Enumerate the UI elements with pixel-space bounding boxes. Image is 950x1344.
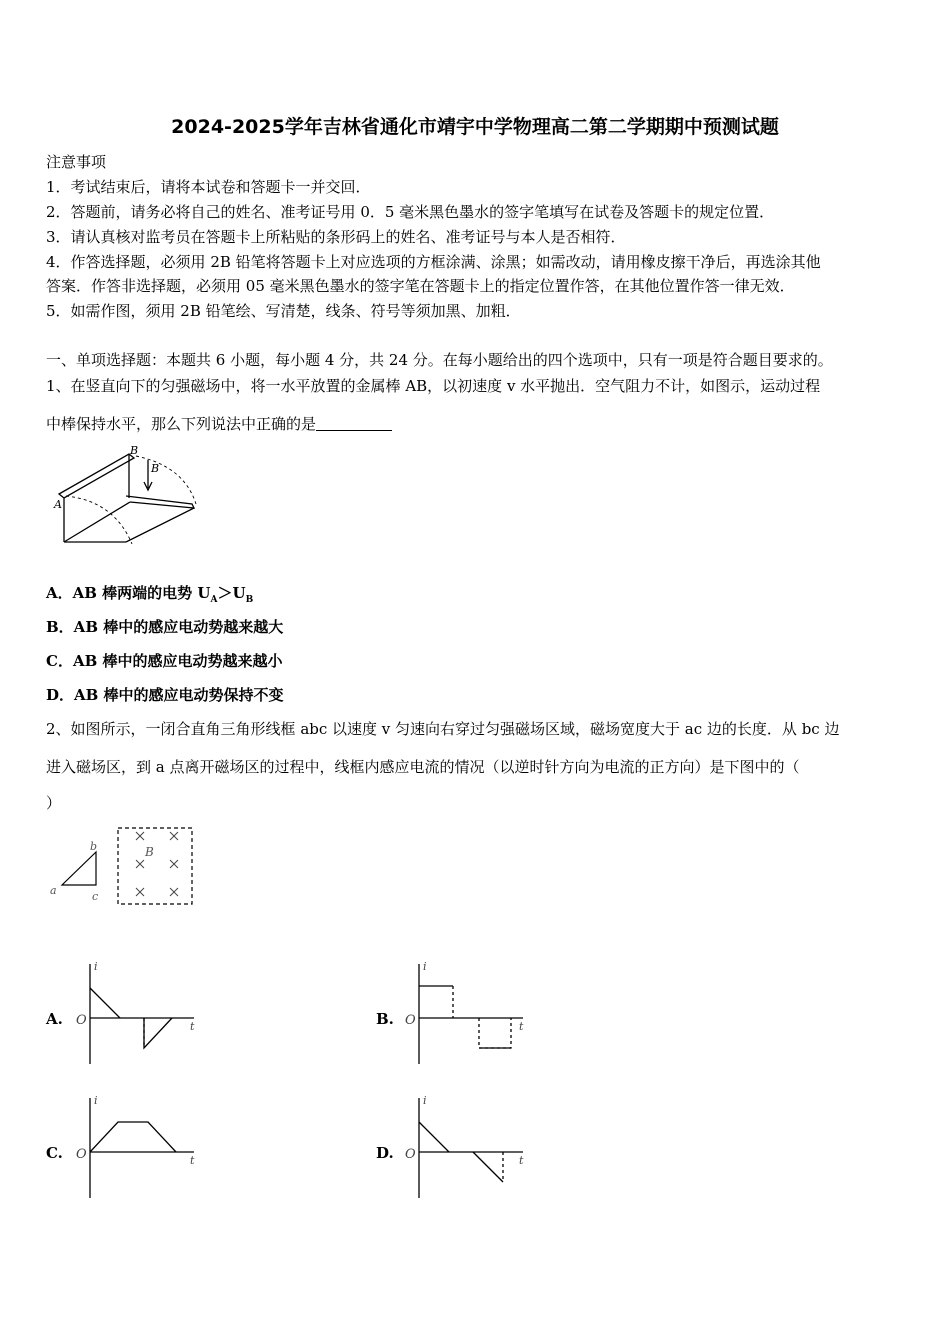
origin-label: O xyxy=(405,1147,416,1162)
q1-option-b[interactable]: B．AB 棒中的感应电动势越来越大 xyxy=(46,618,284,636)
q2-option-b-graph[interactable] xyxy=(401,956,541,1068)
y-axis-label: i xyxy=(423,960,427,973)
field-cross-icon xyxy=(170,888,178,896)
q2-option-a-graph[interactable] xyxy=(72,956,212,1068)
rail-front-line xyxy=(126,508,194,542)
section-heading: 一、单项选择题：本题共 6 小题，每小题 4 分，共 24 分。在每小题给出的四个选项中，只有一项是符合题目要求的。 xyxy=(46,351,833,369)
x-axis-label: t xyxy=(190,1020,195,1033)
q1-stem-text: 中棒保持水平，那么下列说法中正确的是 xyxy=(46,415,317,433)
q2-option-d-letter[interactable]: D. xyxy=(376,1144,394,1162)
notice-item-1: 1．考试结束后，请将本试卷和答题卡一并交回． xyxy=(46,178,371,196)
q1-rod-figure xyxy=(44,446,204,548)
label-field: B xyxy=(145,845,154,859)
triangle-frame xyxy=(62,852,96,885)
q1-stem-line2 xyxy=(46,413,392,434)
x-axis-label: t xyxy=(519,1020,524,1033)
notice-item-5: 5．如需作图，须用 2B 铅笔绘、写清楚，线条、符号等须加黑、加粗． xyxy=(46,302,521,320)
q1-option-a[interactable] xyxy=(46,582,253,605)
rail-bottom-line xyxy=(64,502,130,542)
notice-heading: 注意事项 xyxy=(46,153,107,171)
rod-top-rail xyxy=(59,454,134,498)
q2-option-b-letter[interactable]: B. xyxy=(376,1010,394,1028)
label-a: A xyxy=(54,498,62,511)
y-axis-label: i xyxy=(94,960,98,973)
trajectory-curve-1 xyxy=(66,496,132,544)
q2-triangle-field-figure xyxy=(44,822,204,908)
q2-option-d-graph[interactable] xyxy=(401,1090,541,1202)
page-title: 2024-2025学年吉林省通化市靖宇中学物理高二第二学期期中预测试题 xyxy=(171,116,779,138)
y-axis-label: i xyxy=(94,1094,98,1107)
notice-item-2: 2．答题前，请务必将自己的姓名、准考证号用 0．5 毫米黑色墨水的签字笔填写在试卷及答题卡的规定位置． xyxy=(46,203,775,221)
label-b: b xyxy=(90,840,98,853)
q2-stem-line3: ） xyxy=(46,794,62,812)
answer-blank xyxy=(316,416,392,431)
x-axis-label: t xyxy=(190,1154,195,1167)
rod-bottom-rail xyxy=(126,496,194,508)
q1-option-a-sub2: B xyxy=(245,595,254,605)
origin-label: O xyxy=(76,1013,87,1028)
trajectory-curve-2 xyxy=(136,456,196,504)
field-cross-icon xyxy=(136,832,144,840)
notice-item-4-cont: 答案．作答非选择题，必须用 05 毫米黑色墨水的签字笔在答题卡上的指定位置作答，在其他位置作答一律无效． xyxy=(46,277,795,295)
label-field: B xyxy=(151,462,160,475)
q2-option-c-letter[interactable]: C. xyxy=(46,1144,63,1162)
q1-option-d[interactable]: D．AB 棒中的感应电动势保持不变 xyxy=(46,686,284,704)
q1-option-c[interactable]: C．AB 棒中的感应电动势越来越小 xyxy=(46,652,283,670)
q1-option-a-mid: ＞U xyxy=(217,584,246,602)
notice-item-3: 3．请认真核对监考员在答题卡上所粘贴的条形码上的姓名、准考证号与本人是否相符． xyxy=(46,228,626,246)
q2-stem-line1: 2、如图所示，一闭合直角三角形线框 abc 以速度 v 匀速向右穿过匀强磁场区域，磁场宽度大于 ac 边的长度．从 bc 边 xyxy=(46,720,840,738)
origin-label: O xyxy=(405,1013,416,1028)
q1-stem-line1: 1、在竖直向下的匀强磁场中，将一水平放置的金属棒 AB，以初速度 v 水平抛出．空气阻力不计，如图示，运动过程 xyxy=(46,377,821,395)
y-axis-label: i xyxy=(423,1094,427,1107)
field-cross-icon xyxy=(136,860,144,868)
label-b: B xyxy=(130,446,139,457)
notice-item-4: 4．作答选择题，必须用 2B 铅笔将答题卡上对应选项的方框涂满、涂黑；如需改动，请用橡皮擦干净后，再选涂其他 xyxy=(46,253,821,271)
field-cross-icon xyxy=(170,860,178,868)
q2-stem-line2: 进入磁场区，到 a 点离开磁场区的过程中，线框内感应电流的情况（以逆时针方向为电流的正方向）是下图中的（ xyxy=(46,758,800,776)
label-a: a xyxy=(50,884,57,897)
label-c: c xyxy=(92,890,99,903)
field-cross-icon xyxy=(170,832,178,840)
x-axis-label: t xyxy=(519,1154,524,1167)
field-region xyxy=(118,828,192,904)
q2-option-a-letter[interactable]: A. xyxy=(46,1010,63,1028)
origin-label: O xyxy=(76,1147,87,1162)
q1-option-a-sub1: A xyxy=(210,595,218,605)
q2-option-c-graph[interactable] xyxy=(72,1090,212,1202)
field-cross-icon xyxy=(136,888,144,896)
q1-option-a-prefix: A．AB 棒两端的电势 U xyxy=(46,584,211,602)
